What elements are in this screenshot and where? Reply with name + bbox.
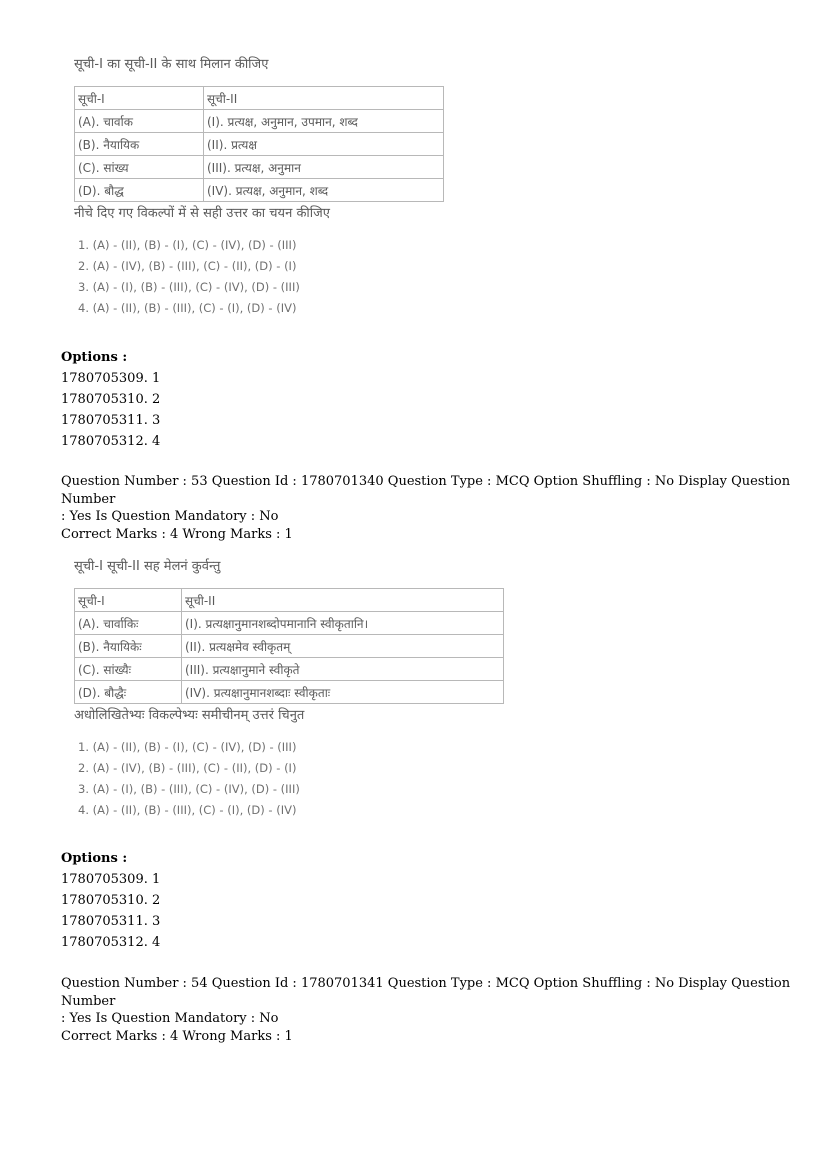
table-cell: सूची-I (75, 589, 182, 612)
table-cell: (II). प्रत्यक्षमेव स्वीकृतम् (182, 635, 504, 658)
table-row (75, 133, 444, 156)
table-cell: (IV). प्रत्यक्ष, अनुमान, शब्द (204, 179, 444, 202)
option-item: 1780705309. 1 (61, 371, 161, 386)
q52-question-image (74, 54, 444, 319)
option-item: 1780705311. 3 (61, 914, 161, 929)
table-cell: (III). प्रत्यक्षानुमाने स्वीकृते (182, 658, 504, 681)
question-meta-line: : Yes Is Question Mandatory : No (61, 1011, 279, 1026)
option-item: 1780705312. 4 (61, 935, 161, 950)
table-row (75, 87, 444, 110)
table-row (75, 179, 444, 202)
marks-line: Correct Marks : 4 Wrong Marks : 1 (61, 526, 293, 542)
table-cell: (D). बौद्ध (75, 179, 204, 202)
table-cell: सूची-II (204, 87, 444, 110)
q52-match-table (74, 86, 444, 202)
table-cell: सूची-I (75, 87, 204, 110)
choice-item: 4. (A) - (II), (B) - (III), (C) - (I), (D) - (IV) (78, 803, 297, 817)
option-item: 1780705310. 2 (61, 893, 161, 908)
q52-options (61, 347, 160, 452)
table-cell: (C). सांख्यैः (75, 658, 182, 681)
choice-item: 2. (A) - (IV), (B) - (III), (C) - (II), (D) - (I) (78, 259, 297, 273)
question-meta-line: Question Number : 53 Question Id : 1780701340 Question Type : MCQ Option Shuffling : No Display Question Number (61, 474, 791, 507)
table-cell: (C). सांख्य (75, 156, 204, 179)
q53-choices (78, 737, 504, 821)
choice-item: 3. (A) - (I), (B) - (III), (C) - (IV), (D) - (III) (78, 280, 300, 294)
table-row (75, 658, 504, 681)
q53-options (61, 848, 160, 953)
option-item: 1780705309. 1 (61, 872, 161, 887)
table-cell: (I). प्रत्यक्ष, अनुमान, उपमान, शब्द (204, 110, 444, 133)
table-row (75, 589, 504, 612)
table-row (75, 156, 444, 179)
marks-line: Correct Marks : 4 Wrong Marks : 1 (61, 1028, 293, 1044)
question-meta-line: : Yes Is Question Mandatory : No (61, 509, 279, 524)
choice-item: 1. (A) - (II), (B) - (I), (C) - (IV), (D) - (III) (78, 740, 297, 754)
table-cell: (D). बौद्धैः (75, 681, 182, 704)
table-row (75, 612, 504, 635)
choice-item: 2. (A) - (IV), (B) - (III), (C) - (II), (D) - (I) (78, 761, 297, 775)
q52-instruction: सूची-I का सूची-II के साथ मिलान कीजिए (74, 57, 269, 72)
table-cell: (IV). प्रत्यक्षानुमानशब्दाः स्वीकृताः (182, 681, 504, 704)
table-cell: (A). चार्वाकिः (75, 612, 182, 635)
q52-choices (78, 235, 444, 319)
table-cell: (II). प्रत्यक्ष (204, 133, 444, 156)
q53-instruction: सूची-I सूची-II सह मेलनं कुर्वन्तु (74, 559, 221, 574)
options-label: Options : (61, 851, 128, 866)
question-meta-line: Question Number : 54 Question Id : 1780701341 Question Type : MCQ Option Shuffling : No Display Question Number (61, 976, 791, 1009)
q52-footer: नीचे दिए गए विकल्पों में से सही उत्तर का चयन कीजिए (74, 206, 330, 221)
q53-question-image (74, 556, 504, 821)
choice-item: 4. (A) - (II), (B) - (III), (C) - (I), (D) - (IV) (78, 301, 297, 315)
choice-item: 1. (A) - (II), (B) - (I), (C) - (IV), (D) - (III) (78, 238, 297, 252)
option-item: 1780705312. 4 (61, 434, 161, 449)
table-cell: (III). प्रत्यक्ष, अनुमान (204, 156, 444, 179)
table-cell: सूची-II (182, 589, 504, 612)
option-item: 1780705310. 2 (61, 392, 161, 407)
table-row (75, 110, 444, 133)
option-item: 1780705311. 3 (61, 413, 161, 428)
table-cell: (I). प्रत्यक्षानुमानशब्दोपमानानि स्वीकृतानि। (182, 612, 504, 635)
options-label: Options : (61, 350, 128, 365)
choice-item: 3. (A) - (I), (B) - (III), (C) - (IV), (D) - (III) (78, 782, 300, 796)
table-cell: (B). नैयायिक (75, 133, 204, 156)
q53-footer: अधोलिखितेभ्यः विकल्पेभ्यः समीचीनम् उत्तरं चिनुत (74, 708, 305, 723)
table-cell: (B). नैयायिकेः (75, 635, 182, 658)
q54-header (61, 975, 826, 1045)
table-row (75, 681, 504, 704)
table-row (75, 635, 504, 658)
q53-header (61, 473, 826, 543)
q53-match-table (74, 588, 504, 704)
table-cell: (A). चार्वाक (75, 110, 204, 133)
